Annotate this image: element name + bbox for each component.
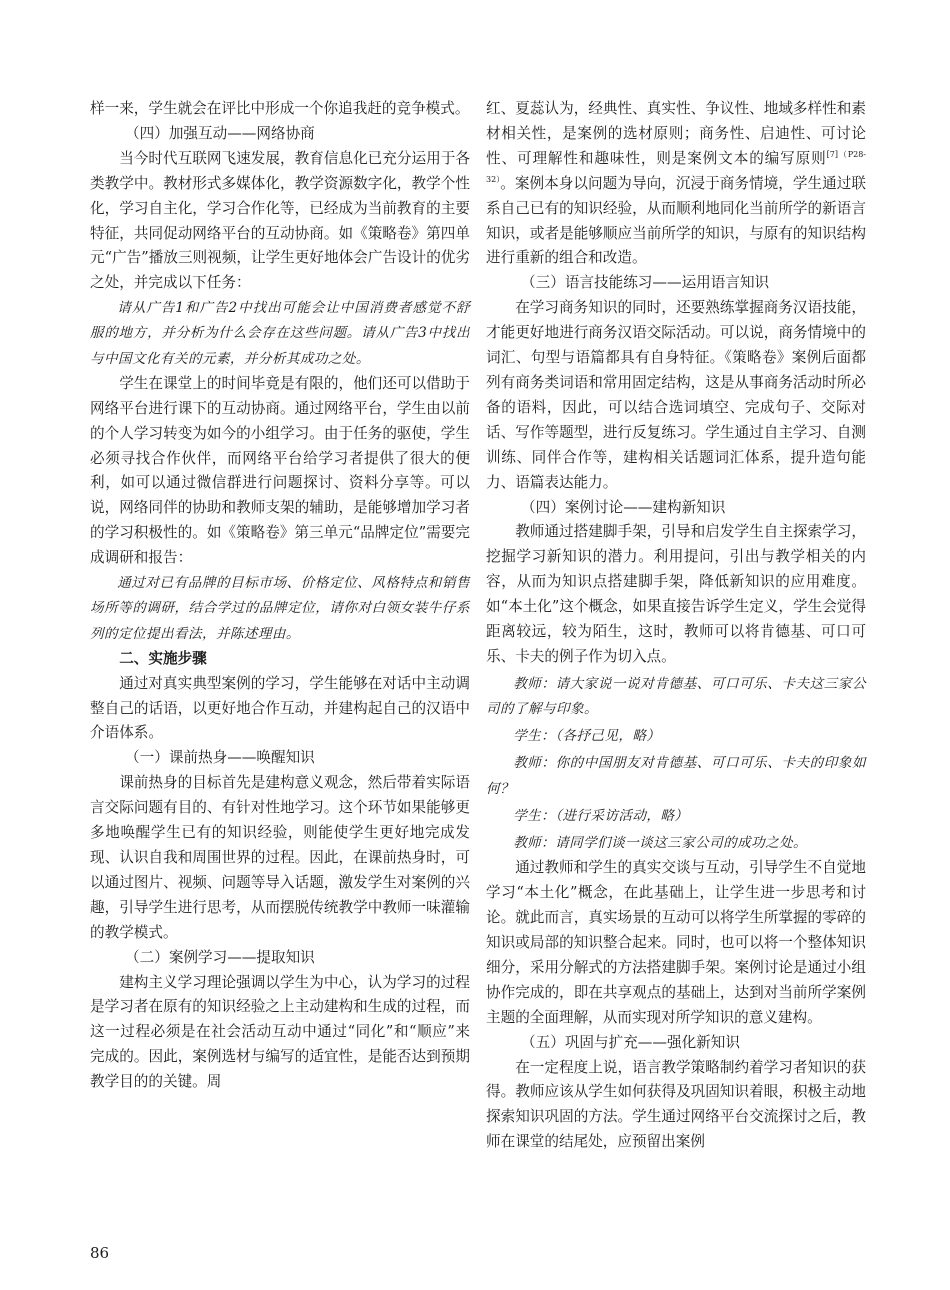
paragraph: 在一定程度上说，语言教学策略制约着学习者知识的获得。教师应该从学生如何获得及巩固知识着眼，积极主动地探索知识巩固的方法。学生通过网络平台交流探讨之后，教师在课堂的结尾处，应预留出案例 [486,1058,866,1151]
dialogue-line: 教师：你的中国朋友对肯德基、可口可乐、卡夫的印象如何？ [486,755,866,797]
paragraph: 通过对真实典型案例的学习，学生能够在对话中主动调整自己的话语，以更好地合作互动，并建构起自己的汉语中介语体系。 [90,674,470,742]
paragraph: 样一来，学生就会在评比中形成一个你追我赶的竞争模式。 [90,100,470,117]
task-quote: 请从广告1和广告2中找出可能会让中国消费者感觉不舒服的地方，并分析为什么会存在这些问题。请从广告3中找出与中国文化有关的元素，并分析其成功之处。 [90,300,470,367]
subsection-heading: （三）语言技能练习——运用语言知识 [521,274,770,292]
page-number: 86 [90,1244,110,1262]
dialogue-line: 学生：（进行采访活动，略） [513,807,689,824]
paragraph: 在学习商务知识的同时，还要熟练掌握商务汉语技能，才能更好地进行商务汉语交际活动。可以说，商务情境中的词汇、句型与语篇都具有自身特征。《策略卷》案例后面都列有商务类词语和常用固定结构，这是从事商务活动时所必备的语料，因此，可以结合选词填空、完成句子、交际对话、写作等题型，进行反复练习。学生通过自主学习、自测训练、同伴合作等，建构相关话题词汇体系，提升造句能力、语篇表达能力。 [486,299,866,491]
task-quote: 通过对已有品牌的目标市场、价格定位、风格特点和销售场所等的调研，结合学过的品牌定位，请你对白领女装牛仔系列的定位提出看法，并陈述理由。 [90,575,470,642]
paragraph: 建构主义学习理论强调以学生为中心，认为学习的过程是学习者在原有的知识经验之上主动建构和生成的过程，而这一过程必须是在社会活动互动中通过“同化”和“顺应”来完成的。因此，案例选材与编写的适宜性，是能否达到预期教学目的的关键。周 [90,973,470,1091]
paragraph: 教师通过搭建脚手架，引导和启发学生自主探索学习，挖掘学习新知识的潜力。利用提问，引出与教学相关的内容，从而为知识点搭建脚手架，降低新知识的应用难度。如“本土化”这个概念，如果直接告诉学生定义，学生会觉得距离较远，较为陌生，这时，教师可以将肯德基、可口可乐、卡夫的例子作为切入点。 [486,523,866,665]
paragraph: 当今时代互联网飞速发展，教育信息化已充分运用于各类教学中。教材形式多媒体化，教学资源数字化，教学个性化，学习自主化，学习合作化等，已经成为当前教育的主要特征，共同促动网络平台的互动协商。如《策略卷》第四单元“广告”播放三则视频，让学生更好地体会广告设计的优劣之处，并完成以下任务： [90,149,470,292]
citation-reference: [7]（P28-32） [486,149,866,184]
subsection-heading: （一）课前热身——唤醒知识 [125,749,315,767]
paragraph: 学生在课堂上的时间毕竟是有限的，他们还可以借助于网络平台进行课下的互动协商。通过网络平台，学生由以前的个人学习转变为如今的小组学习。由于任务的驱使，学生必须寻找合作伙伴，而网络平台给学习者提供了很大的便利，如可以通过微信群进行问题探讨、资料分享等。可以说，网络同伴的协助和教师支架的辅助，是能够增加学习者的学习积极性的。如《策略卷》第三单元“品牌定位”需要完成调研和报告： [90,374,470,567]
subsection-heading: （四）案例讨论——建构新知识 [521,498,726,516]
dialogue-line: 教师：请同学们谈一谈这三家公司的成功之处。 [513,835,808,852]
dialogue-line: 教师：请大家说一说对肯德基、可口可乐、卡夫这三家公司的了解与印象。 [486,675,866,718]
subsection-heading: （五）巩固与扩充——强化新知识 [521,1033,740,1051]
paragraph-text: 红、夏蕊认为，经典性、真实性、争议性、地域多样性和素材相关性，是案例的选材原则；商务性、启迪性、可讨论性、可理解性和趣味性，则是案例文本的编写原则 [486,100,866,167]
left-column [90,97,470,1095]
paragraph [486,97,866,271]
dialogue-line: 学生：（各抒己见，略） [513,728,661,745]
subsection-heading: （二）案例学习——提取知识 [125,948,315,966]
section-heading: 二、实施步骤 [119,649,207,667]
paragraph-text: 。案例本身以问题为导向，沉浸于商务情境，学生通过联系自己已有的知识经验，从而顺利地同化当前所学的新语言知识，或者是能够顺应当前所学的知识，与原有的知识结构进行重新的组合和改造。 [486,174,866,267]
right-column [486,97,866,1155]
subsection-heading: （四）加强互动——网络协商 [125,124,315,142]
paragraph: 课前热身的目标首先是建构意义观念，然后带着实际语言交际问题有目的、有针对性地学习。这个环节如果能够更多地唤醒学生已有的知识经验，则能使学生更好地完成发现、认识自我和周围世界的过程。因此，在课前热身时，可以通过图片、视频、问题等导入话题，激发学生对案例的兴趣，引导学生进行思考，从而摆脱传统教学中教师一味灌输的教学模式。 [90,774,470,941]
paragraph: 通过教师和学生的真实交谈与互动，引导学生不自觉地学习“本土化”概念，在此基础上，让学生进一步思考和讨论。就此而言，真实场景的互动可以将学生所掌握的零碎的知识或局部的知识整合起来。同时，也可以将一个整体知识细分，采用分解式的方法搭建脚手架。案例讨论是通过小组协作完成的，即在共享观点的基础上，达到对当前所学案例主题的全面理解，从而实现对所学知识的意义建构。 [486,859,866,1026]
